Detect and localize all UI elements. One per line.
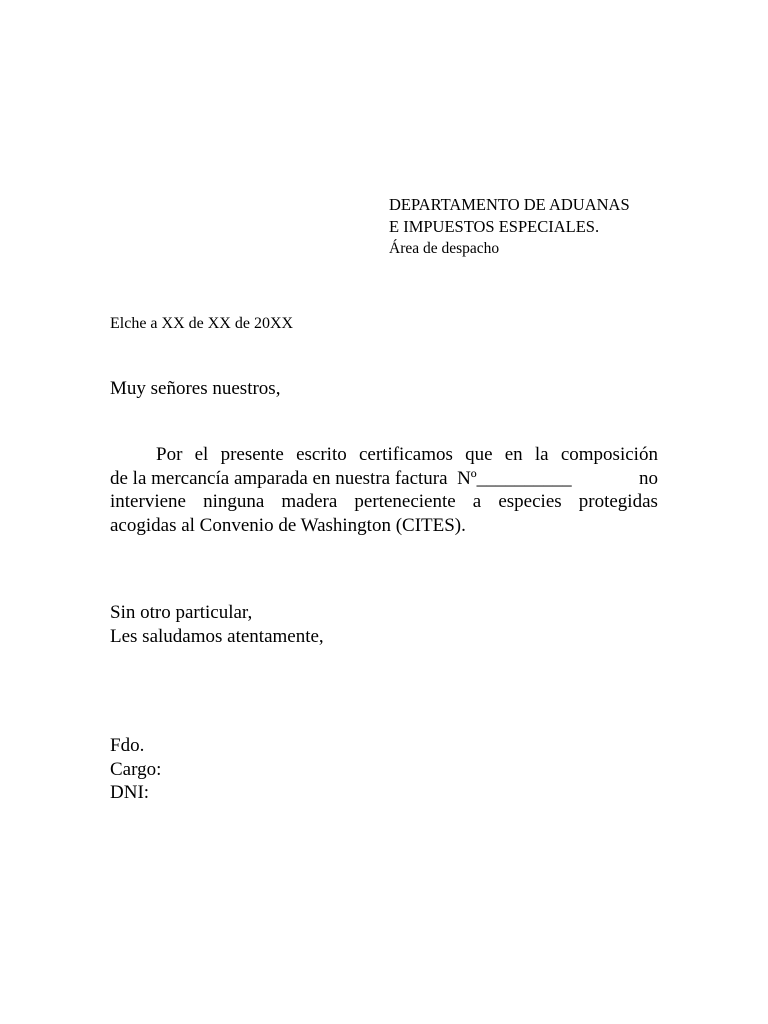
body-word: la xyxy=(534,444,549,465)
salutation: Muy señores nuestros, xyxy=(110,378,281,399)
recipient-department: DEPARTAMENTO DE ADUANAS xyxy=(389,195,630,214)
signature-fdo: Fdo. xyxy=(110,735,145,756)
recipient-area: Área de despacho xyxy=(389,240,500,257)
body-word: en xyxy=(504,444,523,465)
recipient-department-cont: E IMPUESTOS ESPECIALES. xyxy=(389,217,600,236)
closing-block xyxy=(110,601,324,648)
body-word: madera xyxy=(281,491,338,512)
body-word: no xyxy=(639,467,658,489)
body-word: escrito xyxy=(296,444,347,465)
date-line: Elche a XX de XX de 20XX xyxy=(110,315,294,332)
closing-line-2: Les saludamos atentamente, xyxy=(110,625,324,647)
body-word: perteneciente xyxy=(354,491,456,512)
closing-line-1: Sin otro particular, xyxy=(110,602,253,623)
body-word: protegidas xyxy=(578,491,658,512)
body-text: acogidas al Convenio de Washington (CITES). xyxy=(110,514,466,536)
body-word: el xyxy=(194,444,209,465)
signature-dni: DNI: xyxy=(110,782,150,803)
body-line-2 xyxy=(110,467,658,491)
recipient-block xyxy=(389,194,630,260)
signature-cargo: Cargo: xyxy=(110,758,162,780)
body-paragraph xyxy=(110,443,658,537)
body-word: ninguna xyxy=(203,491,265,512)
body-word: presente xyxy=(220,444,284,465)
body-word: interviene xyxy=(110,491,186,512)
signature-block xyxy=(110,734,161,805)
body-line-1 xyxy=(110,443,658,467)
invoice-reference: de la mercancía amparada en nuestra factura Nº__________ xyxy=(110,467,572,489)
body-word: que xyxy=(465,444,493,465)
body-word: a xyxy=(472,491,482,512)
body-word: certificamos xyxy=(358,444,453,465)
body-word: especies xyxy=(498,491,562,512)
body-word: composición xyxy=(560,444,658,465)
body-line-4 xyxy=(110,514,658,538)
body-line-3 xyxy=(110,490,658,514)
body-word: Por xyxy=(156,444,183,465)
